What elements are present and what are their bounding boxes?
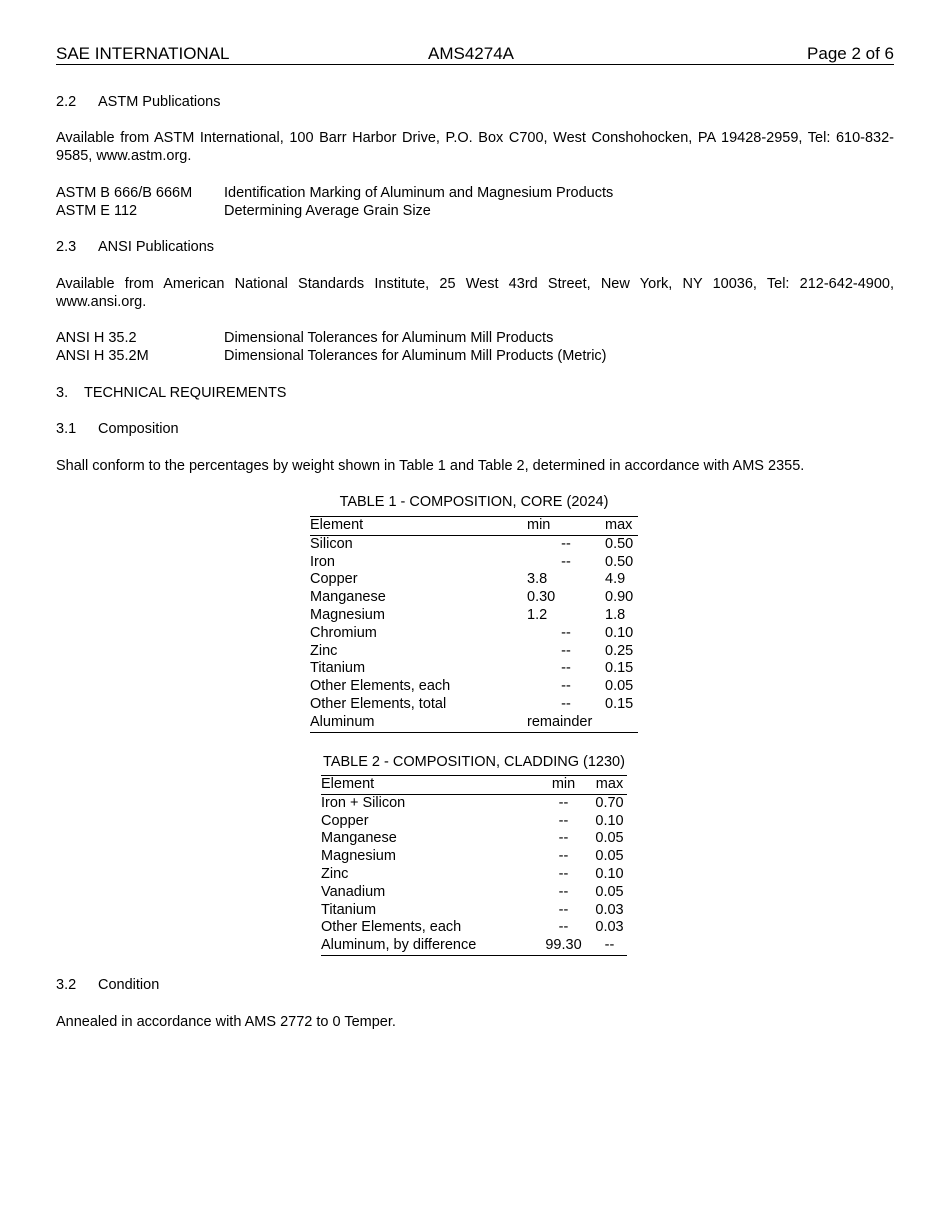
section-2-2-heading bbox=[56, 93, 221, 111]
table-header-row bbox=[310, 517, 638, 536]
min-cell: -- bbox=[558, 794, 569, 811]
min-cell: 0.30 bbox=[527, 589, 556, 606]
reference-row bbox=[56, 184, 613, 202]
element-cell: Zinc bbox=[321, 865, 349, 882]
min-cell: -- bbox=[558, 848, 569, 865]
element-cell: Copper bbox=[321, 812, 369, 829]
table-row bbox=[321, 794, 627, 812]
max-cell: 0.70 bbox=[595, 794, 624, 811]
section-title: ANSI Publications bbox=[98, 239, 215, 255]
max-cell: -- bbox=[592, 937, 627, 955]
element-cell: Other Elements, total bbox=[310, 695, 447, 712]
table-row bbox=[310, 643, 638, 661]
max-cell: 0.50 bbox=[605, 553, 634, 570]
section-number: 3. bbox=[56, 385, 69, 401]
reference-code: ANSI H 35.2 bbox=[56, 330, 137, 346]
reference-code: ASTM E 112 bbox=[56, 203, 138, 219]
element-cell: Iron bbox=[310, 553, 335, 570]
element-cell: Iron + Silicon bbox=[321, 794, 406, 811]
table-row bbox=[321, 919, 627, 937]
min-cell: remainder bbox=[527, 714, 605, 732]
table-row bbox=[310, 607, 638, 625]
min-cell: -- bbox=[561, 535, 571, 552]
table-row bbox=[321, 884, 627, 902]
table-row bbox=[310, 660, 638, 678]
table-row bbox=[310, 535, 638, 553]
table-row bbox=[310, 714, 638, 732]
reference-title: Dimensional Tolerances for Aluminum Mill Products (Metric) bbox=[224, 348, 607, 364]
table-row bbox=[310, 589, 638, 607]
min-cell: -- bbox=[558, 830, 569, 847]
element-cell: Silicon bbox=[310, 535, 353, 552]
header-org: SAE INTERNATIONAL bbox=[56, 44, 230, 63]
table-row bbox=[310, 678, 638, 696]
reference-row bbox=[56, 202, 431, 220]
reference-code: ASTM B 666/B 666M bbox=[56, 185, 193, 201]
max-cell: 0.15 bbox=[605, 695, 634, 712]
section-3-2-heading bbox=[56, 976, 159, 994]
max-cell: 0.25 bbox=[605, 642, 634, 659]
max-cell: 0.10 bbox=[595, 812, 624, 829]
table-1-core-composition bbox=[310, 516, 638, 733]
reference-title: Determining Average Grain Size bbox=[224, 203, 431, 219]
table-row bbox=[321, 830, 627, 848]
min-cell: 3.8 bbox=[527, 571, 548, 588]
table-header-row bbox=[321, 776, 627, 795]
element-cell: Vanadium bbox=[321, 883, 386, 900]
section-title: TECHNICAL REQUIREMENTS bbox=[84, 385, 287, 401]
section-3-1-text: Shall conform to the percentages by weight shown in Table 1 and Table 2, determined in accordance with AMS 2355. bbox=[56, 458, 805, 474]
column-header-min: min bbox=[527, 517, 605, 536]
max-cell: 0.10 bbox=[595, 865, 624, 882]
min-cell: -- bbox=[561, 642, 571, 659]
section-title: Composition bbox=[98, 421, 179, 437]
max-cell: 0.05 bbox=[605, 678, 634, 695]
section-2-3-intro: Available from American National Standards Institute, 25 West 43rd Street, New York, NY 10036, Tel: 212-642-4900, www.ansi.org. bbox=[56, 276, 894, 310]
section-3-heading bbox=[56, 384, 286, 402]
table-row bbox=[321, 813, 627, 831]
table-1-caption: TABLE 1 - COMPOSITION, CORE (2024) bbox=[339, 494, 609, 510]
max-cell: 4.9 bbox=[605, 571, 626, 588]
min-cell: 99.30 bbox=[535, 937, 592, 955]
reference-title: Dimensional Tolerances for Aluminum Mill Products bbox=[224, 330, 554, 346]
max-cell: 0.05 bbox=[595, 848, 624, 865]
section-3-2-text: Annealed in accordance with AMS 2772 to 0 Temper. bbox=[56, 1014, 396, 1030]
reference-code: ANSI H 35.2M bbox=[56, 348, 149, 364]
max-cell: 0.15 bbox=[605, 660, 634, 677]
min-cell: -- bbox=[558, 919, 569, 936]
page-header bbox=[56, 44, 894, 65]
element-cell: Magnesium bbox=[321, 848, 396, 865]
column-header-max: max bbox=[592, 776, 627, 795]
table-row bbox=[310, 554, 638, 572]
max-cell: 0.03 bbox=[595, 919, 624, 936]
table-row bbox=[321, 902, 627, 920]
element-cell: Magnesium bbox=[310, 606, 385, 623]
section-title: ASTM Publications bbox=[98, 94, 221, 110]
section-number: 3.1 bbox=[56, 421, 77, 437]
section-2-2-intro: Available from ASTM International, 100 Barr Harbor Drive, P.O. Box C700, West Conshohocken, PA 19428-2959, Tel: 610-832-9585, www.astm.org. bbox=[56, 130, 894, 164]
table-row bbox=[321, 937, 627, 955]
min-cell: -- bbox=[561, 553, 571, 570]
section-number: 2.2 bbox=[56, 94, 77, 110]
table-2-caption: TABLE 2 - COMPOSITION, CLADDING (1230) bbox=[323, 754, 625, 770]
max-cell: 0.03 bbox=[595, 901, 624, 918]
max-cell: 0.05 bbox=[595, 830, 624, 847]
column-header-min: min bbox=[535, 776, 592, 795]
element-cell: Titanium bbox=[310, 660, 366, 677]
reference-row bbox=[56, 329, 553, 347]
min-cell: -- bbox=[561, 695, 571, 712]
min-cell: -- bbox=[558, 865, 569, 882]
reference-row bbox=[56, 347, 607, 365]
table-row bbox=[310, 571, 638, 589]
min-cell: -- bbox=[558, 901, 569, 918]
max-cell: 0.10 bbox=[605, 624, 634, 641]
element-cell: Chromium bbox=[310, 624, 377, 641]
element-cell: Other Elements, each bbox=[310, 678, 451, 695]
min-cell: -- bbox=[558, 883, 569, 900]
header-doc-id: AMS4274A bbox=[428, 44, 514, 63]
element-cell: Aluminum bbox=[310, 714, 527, 732]
table-row bbox=[310, 696, 638, 714]
max-cell: 0.50 bbox=[605, 535, 634, 552]
min-cell: -- bbox=[561, 678, 571, 695]
table-row bbox=[321, 848, 627, 866]
element-cell: Manganese bbox=[310, 589, 386, 606]
min-cell: -- bbox=[561, 624, 571, 641]
column-header-element: Element bbox=[321, 776, 535, 795]
section-3-1-heading bbox=[56, 420, 179, 438]
column-header-element: Element bbox=[310, 517, 527, 536]
max-cell: 0.05 bbox=[595, 883, 624, 900]
element-cell: Aluminum, by difference bbox=[321, 937, 535, 955]
table-row bbox=[321, 866, 627, 884]
table-row bbox=[310, 625, 638, 643]
column-header-max: max bbox=[605, 517, 638, 536]
section-number: 2.3 bbox=[56, 239, 77, 255]
element-cell: Copper bbox=[310, 571, 358, 588]
section-number: 3.2 bbox=[56, 977, 77, 993]
element-cell: Other Elements, each bbox=[321, 919, 462, 936]
section-2-3-heading bbox=[56, 238, 214, 256]
header-page-number: Page 2 of 6 bbox=[807, 44, 894, 63]
element-cell: Titanium bbox=[321, 901, 377, 918]
max-cell: 0.90 bbox=[605, 589, 634, 606]
table-2-cladding-composition bbox=[321, 775, 627, 956]
element-cell: Zinc bbox=[310, 642, 338, 659]
min-cell: -- bbox=[558, 812, 569, 829]
max-cell: 1.8 bbox=[605, 606, 626, 623]
min-cell: 1.2 bbox=[527, 606, 548, 623]
min-cell: -- bbox=[561, 660, 571, 677]
reference-title: Identification Marking of Aluminum and Magnesium Products bbox=[224, 185, 614, 201]
element-cell: Manganese bbox=[321, 830, 397, 847]
max-cell bbox=[605, 714, 638, 732]
section-title: Condition bbox=[98, 977, 160, 993]
